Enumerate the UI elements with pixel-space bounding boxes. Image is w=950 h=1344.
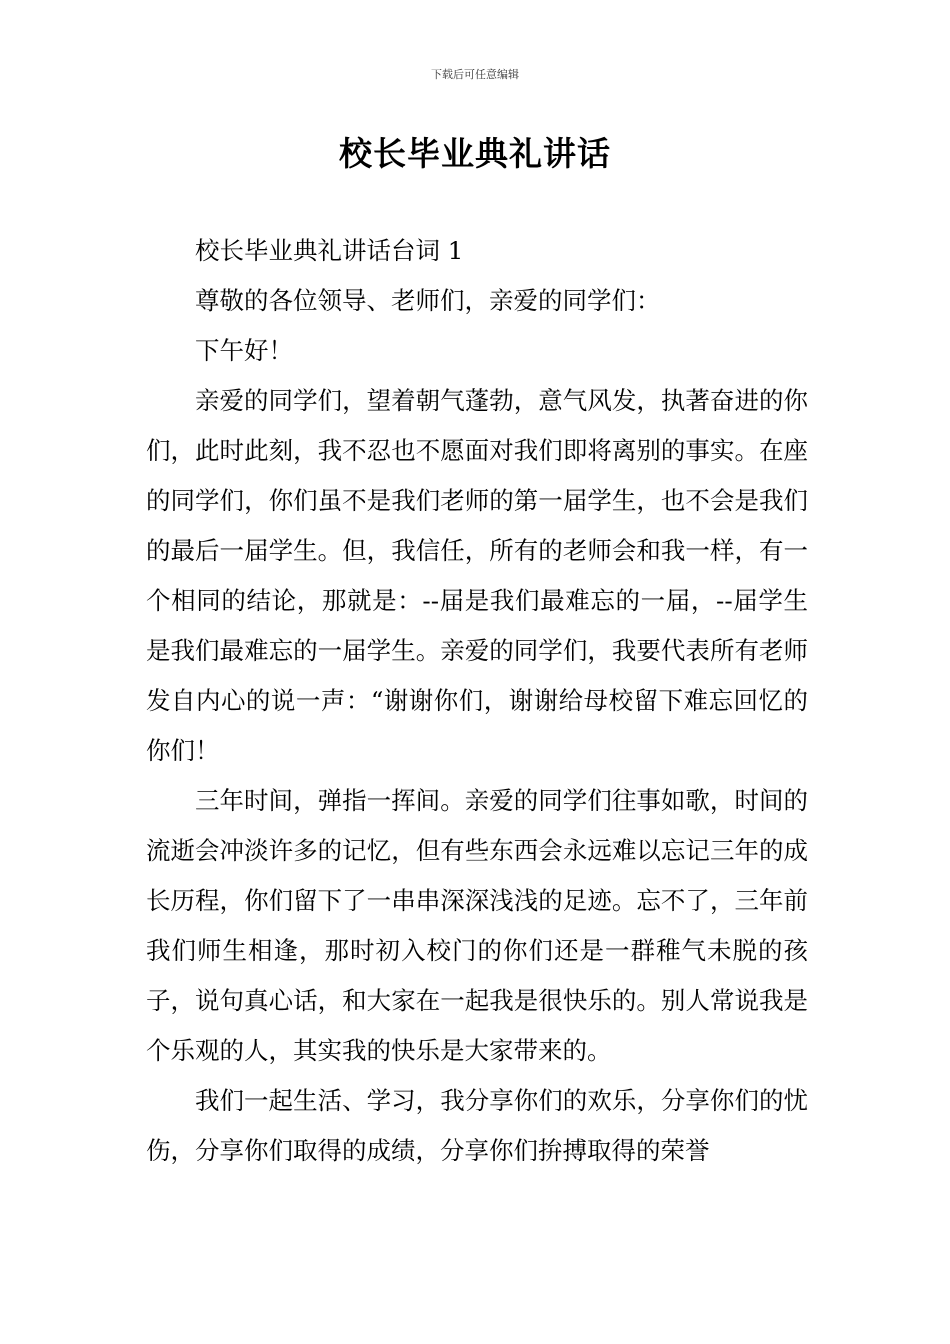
document-body [146, 226, 808, 1176]
document-title: 校长毕业典礼讲话 [339, 134, 611, 173]
paragraph-subtitle: 校长毕业典礼讲话台词 1 [195, 236, 464, 265]
header-note: 下载后可任意编辑 [431, 68, 519, 81]
paragraph: 三年时间，弹指一挥间。亲爱的同学们往事如歌，时间的流逝会冲淡许多的记忆，但有些东西会永远难以忘记三年的成长历程，你们留下了一串串深深浅浅的足迹。忘不了，三年前我们师生相逢，那时初入校门的你们还是一群稚气未脱的孩子，说句真心话，和大家在一起我是很快乐的。别人常说我是个乐观的人，其实我的快乐是大家带来的。 [146, 786, 808, 1065]
paragraph: 亲爱的同学们，望着朝气蓬勃，意气风发，执著奋进的你们，此时此刻，我不忍也不愿面对我们即将离别的事实。在座的同学们，你们虽不是我们老师的第一届学生，也不会是我们的最后一届学生。但，我信任，所有的老师会和我一样，有一个相同的结论，那就是：--届是我们最难忘的一届，--届学生是我们最难忘的一届学生。亲爱的同学们，我要代表所有老师发自内心的说一声：“谢谢你们，谢谢给母校留下难忘回忆的你们！ [146, 386, 808, 765]
paragraph-salutation: 尊敬的各位领导、老师们，亲爱的同学们： [195, 286, 661, 315]
paragraph-greeting: 下午好！ [195, 336, 293, 365]
paragraph: 我们一起生活、学习，我分享你们的欢乐，分享你们的忧伤，分享你们取得的成绩，分享你们拚搏取得的荣誉 [146, 1086, 808, 1165]
